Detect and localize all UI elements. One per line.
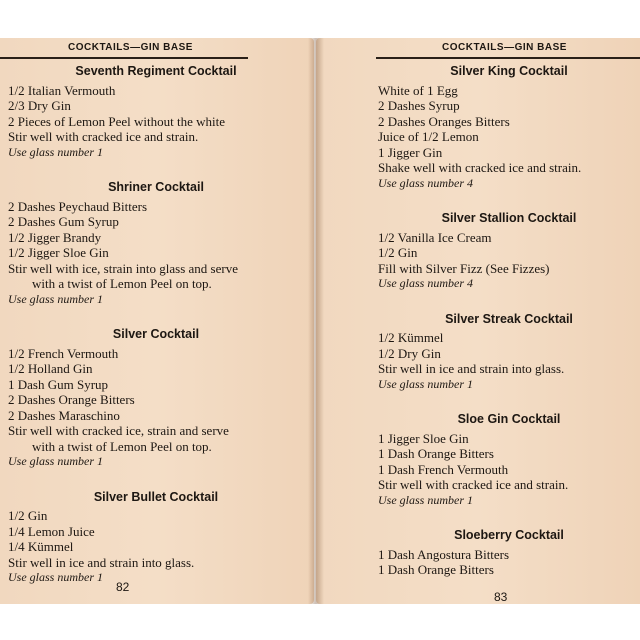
recipe-line: Stir well in ice and strain into glass.	[8, 554, 195, 570]
recipe-line: Stir well with cracked ice and strain.	[378, 477, 569, 492]
recipe-line: 1/2 Gin	[378, 245, 418, 260]
recipe-line: Shake well with cracked ice and strain.	[378, 160, 582, 175]
recipe-line: 2 Dashes Gum Syrup	[8, 214, 119, 229]
recipe-line: 1/2 Kümmel	[378, 330, 444, 345]
glass-note: Use glass number 1	[8, 291, 103, 306]
recipe-line: Fill with Silver Fizz (See Fizzes)	[378, 260, 550, 276]
recipe-line: 1 Jigger Gin	[378, 144, 443, 160]
glass-note: Use glass number 4	[378, 276, 473, 290]
recipe-column	[8, 64, 304, 604]
recipe-line: 2 Dashes Syrup	[378, 98, 460, 113]
glass-note: Use glass number 1	[8, 144, 103, 159]
recipe-title: Silver Bullet Cocktail	[93, 489, 219, 504]
glass-note: Use glass number 1	[378, 492, 473, 507]
page-number: 82	[116, 580, 130, 594]
recipe-line: 1 Dash Angostura Bitters	[378, 546, 510, 562]
recipe-line: White of 1 Egg	[378, 82, 458, 98]
recipe	[378, 412, 640, 508]
running-head: COCKTAILS—GIN BASE	[68, 42, 193, 53]
book-gutter	[308, 38, 324, 604]
recipe-line: 1/2 Italian Vermouth	[8, 82, 116, 98]
recipe-line: 1/2 Dry Gin	[378, 345, 441, 361]
recipe-line: 2 Pieces of Lemon Peel without the white	[8, 113, 225, 129]
recipe-line: 1/4 Kümmel	[8, 539, 74, 554]
recipe	[8, 180, 304, 307]
recipe	[378, 312, 640, 393]
glass-note: Use glass number 1	[8, 570, 103, 584]
recipe-line: 1 Dash Gum Syrup	[8, 376, 109, 392]
recipe-line: 1/2 Jigger Sloe Gin	[8, 245, 109, 260]
recipe-line: Juice of 1/2 Lemon	[378, 129, 479, 144]
recipe-line: 1/4 Lemon Juice	[8, 523, 95, 539]
recipe-line: 2 Dashes Oranges Bitters	[378, 113, 510, 129]
recipe-line: 1 Jigger Sloe Gin	[378, 430, 469, 446]
recipe-line: with a twist of Lemon Peel on top.	[32, 438, 212, 454]
recipe-line: 1 Dash French Vermouth	[378, 461, 509, 477]
recipe-line: 1/2 Vanilla Ice Cream	[378, 229, 492, 245]
recipe-line: 2 Dashes Maraschino	[8, 407, 120, 423]
glass-note: Use glass number 1	[8, 454, 103, 468]
header-rule	[376, 57, 640, 59]
recipe-line: 1 Dash Orange Bitters	[378, 446, 494, 461]
recipe-title: Sloeberry Cocktail	[454, 528, 564, 542]
recipe-line: 2 Dashes Orange Bitters	[8, 392, 135, 407]
page-number: 83	[494, 590, 508, 604]
running-head: COCKTAILS—GIN BASE	[442, 42, 567, 53]
recipe-line: 2 Dashes Peychaud Bitters	[8, 198, 148, 214]
recipe	[378, 64, 640, 191]
recipe	[8, 327, 304, 470]
recipe	[8, 490, 304, 586]
recipe	[378, 211, 640, 292]
glass-note: Use glass number 1	[378, 376, 473, 391]
recipe-line: 1 Dash Orange Bitters	[378, 562, 494, 577]
recipe-line: 1/2 French Vermouth	[8, 345, 119, 361]
recipe-title: Silver Cocktail	[112, 327, 200, 341]
glass-note: Use glass number 4	[378, 175, 473, 190]
recipe-line: Stir well with cracked ice and strain.	[8, 129, 199, 144]
recipe-title: Sloe Gin Cocktail	[457, 412, 561, 426]
left-page	[0, 38, 314, 604]
recipe-title: Seventh Regiment Cocktail	[75, 64, 237, 78]
recipe	[8, 64, 304, 160]
recipe-title: Silver King Cocktail	[450, 64, 568, 78]
header-rule	[0, 57, 248, 59]
recipe-title: Silver Stallion Cocktail	[441, 211, 577, 225]
recipe-line: Stir well with cracked ice, strain and serve	[8, 423, 229, 438]
recipe-line: Stir well in ice and strain into glass.	[378, 361, 565, 376]
recipe-line: 1/2 Holland Gin	[8, 361, 93, 376]
recipe-line: 1/2 Jigger Brandy	[8, 229, 102, 245]
recipe	[378, 528, 640, 578]
right-page	[316, 38, 640, 604]
recipe-title: Silver Streak Cocktail	[445, 311, 573, 326]
recipe-line: 2/3 Dry Gin	[8, 98, 71, 113]
recipe-title: Shriner Cocktail	[108, 180, 204, 194]
recipe-line: Stir well with ice, strain into glass and serve	[8, 260, 238, 276]
recipe-column	[378, 64, 640, 598]
recipe-line: with a twist of Lemon Peel on top.	[32, 276, 212, 291]
recipe-line: 1/2 Gin	[8, 508, 48, 523]
